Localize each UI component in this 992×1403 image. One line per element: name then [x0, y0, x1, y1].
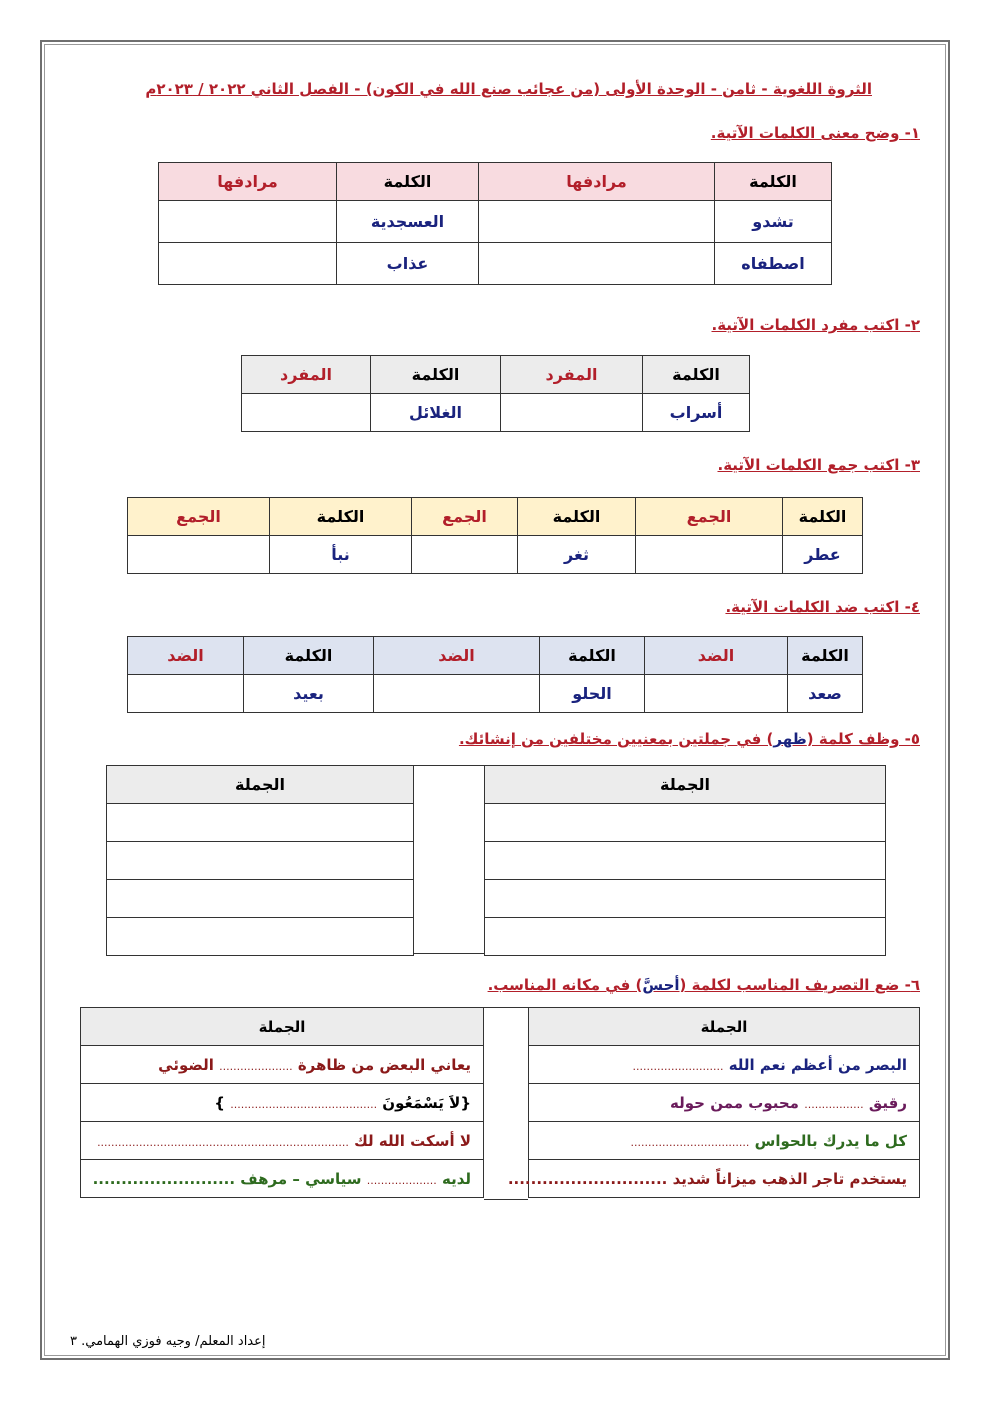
word-cell: ثغر — [518, 536, 636, 574]
section3-heading: ٣- اكتب جمع الكلمات الآتية. — [717, 456, 920, 474]
sentence-cell[interactable] — [107, 804, 414, 842]
sentence-text: كل ما يدرك بالحواس — [754, 1131, 907, 1150]
section2-table — [241, 355, 750, 432]
word-cell: الحلو — [540, 675, 645, 713]
section6-left-table — [80, 1007, 484, 1198]
word-cell: أسراب — [643, 394, 750, 432]
answer-cell[interactable] — [645, 675, 788, 713]
answer-cell[interactable] — [159, 243, 337, 285]
section5-heading-post: ) في جملتين بمعنيين مختلفين من إنشائك. — [458, 730, 774, 748]
table-header: الجملة — [485, 766, 886, 804]
table-header: المفرد — [501, 356, 643, 394]
page-title: الثروة اللغوية - ثامن - الوحدة الأولى (من عجائب صنع الله في الكون) - الفصل الثاني ٢٠٢٢ / ٢٠٢٣م — [145, 80, 872, 98]
sentence-text: {لاَ يَسْمَعُونَ — [382, 1093, 471, 1112]
sentence-cell[interactable] — [485, 804, 886, 842]
section5-heading-pre: ٥- وظف كلمة ( — [806, 730, 920, 748]
section5-left-table — [106, 765, 414, 956]
answer-cell[interactable] — [479, 243, 715, 285]
section5-right-table — [484, 765, 886, 956]
blank-dots: .......................................... — [230, 1097, 378, 1111]
section1-heading: ١- وضح معنى الكلمات الآتية. — [710, 124, 920, 142]
blank-dots: .................... — [366, 1173, 437, 1187]
answer-cell[interactable] — [242, 394, 371, 432]
table-header: الجمع — [636, 498, 783, 536]
sentence-text: البصر من أعظم نعم الله — [728, 1055, 907, 1074]
sentence-row[interactable] — [529, 1122, 920, 1160]
sentence-text: شديد ............................ — [507, 1169, 711, 1188]
sentence-cell[interactable] — [107, 880, 414, 918]
table-header: الكلمة — [715, 163, 832, 201]
answer-cell[interactable] — [501, 394, 643, 432]
sentence-row[interactable] — [81, 1084, 484, 1122]
table-header: الكلمة — [788, 637, 863, 675]
sentence-row[interactable] — [81, 1046, 484, 1084]
sentence-cell[interactable] — [485, 918, 886, 956]
word-cell: عذاب — [337, 243, 479, 285]
sentence-text: الضوئي — [158, 1055, 214, 1074]
answer-cell[interactable] — [479, 201, 715, 243]
table-header: الكلمة — [540, 637, 645, 675]
answer-cell[interactable] — [128, 675, 244, 713]
blank-dots: ..................... — [219, 1059, 293, 1073]
table-header: الكلمة — [518, 498, 636, 536]
section6-heading — [488, 976, 920, 994]
table-header: المفرد — [242, 356, 371, 394]
sentence-cell[interactable] — [107, 918, 414, 956]
section4-heading: ٤- اكتب ضد الكلمات الآتية. — [725, 598, 920, 616]
section6-right-table — [507, 1007, 920, 1198]
sentence-text: يعاني البعض من ظاهرة — [297, 1055, 471, 1074]
section6-keyword: أحسَّ — [642, 976, 680, 994]
sentence-row[interactable] — [81, 1160, 484, 1198]
table-header: الكلمة — [270, 498, 412, 536]
sentence-text: يستخدم تاجر الذهب ميزاناً — [715, 1169, 907, 1188]
section4-table — [127, 636, 863, 713]
table-header: الضد — [128, 637, 244, 675]
sentence-text: لديه — [441, 1169, 471, 1188]
table-header: الكلمة — [337, 163, 479, 201]
footer-author: إعداد المعلم/ وجيه فوزي الهمامي. ٣ — [70, 1334, 266, 1349]
answer-cell[interactable] — [374, 675, 540, 713]
word-cell: اصطفاه — [715, 243, 832, 285]
blank-dots: .................................. — [630, 1135, 750, 1149]
sentence-row[interactable] — [529, 1046, 920, 1084]
table-header: الجملة — [529, 1008, 920, 1046]
answer-cell[interactable] — [128, 536, 270, 574]
section6-heading-post: ) في مكانه المناسب. — [487, 976, 643, 994]
table-header: مرادفها — [479, 163, 715, 201]
sentence-text: لا أسكت الله لك — [354, 1131, 471, 1150]
table-header: الجملة — [107, 766, 414, 804]
sentence-text: سياسي – مرهف ......................... — [92, 1169, 362, 1188]
sentence-cell[interactable] — [107, 842, 414, 880]
sentence-row[interactable] — [529, 1084, 920, 1122]
section2-heading: ٢- اكتب مفرد الكلمات الآتية. — [711, 316, 920, 334]
table-header: مرادفها — [159, 163, 337, 201]
word-cell: عطر — [783, 536, 863, 574]
sentence-text: محبوب ممن حوله — [670, 1093, 799, 1112]
table-header: الضد — [645, 637, 788, 675]
word-cell: العسجدية — [337, 201, 479, 243]
answer-cell[interactable] — [159, 201, 337, 243]
answer-cell[interactable] — [636, 536, 783, 574]
sentence-cell[interactable] — [485, 880, 886, 918]
section6-gap-box — [484, 1007, 528, 1200]
table-header: الضد — [374, 637, 540, 675]
blank-dots: ........................................................................ — [97, 1135, 349, 1149]
answer-cell[interactable] — [412, 536, 518, 574]
word-cell: تشدو — [715, 201, 832, 243]
blank-dots: ................. — [804, 1097, 864, 1111]
sentence-row[interactable] — [507, 1160, 920, 1198]
sentence-text: رقيق — [868, 1093, 907, 1112]
word-cell: الغلائل — [371, 394, 501, 432]
word-cell: بعيد — [244, 675, 374, 713]
section5-gap-box — [414, 765, 484, 954]
table-header: الجمع — [128, 498, 270, 536]
table-header: الكلمة — [783, 498, 863, 536]
table-header: الجمع — [412, 498, 518, 536]
table-header: الكلمة — [643, 356, 750, 394]
sentence-text: } — [214, 1093, 225, 1112]
section5-heading — [459, 730, 920, 748]
table-header: الكلمة — [371, 356, 501, 394]
section5-keyword: ظهر — [773, 730, 807, 748]
section3-table — [127, 497, 863, 574]
table-header: الجملة — [81, 1008, 484, 1046]
table-header: الكلمة — [244, 637, 374, 675]
sentence-row[interactable] — [81, 1122, 484, 1160]
blank-dots: .......................... — [632, 1059, 724, 1073]
section6-heading-pre: ٦- ضع التصريف المناسب لكلمة ( — [679, 976, 920, 994]
word-cell: نبأ — [270, 536, 412, 574]
word-cell: صعد — [788, 675, 863, 713]
sentence-cell[interactable] — [485, 842, 886, 880]
section1-table — [158, 162, 832, 285]
